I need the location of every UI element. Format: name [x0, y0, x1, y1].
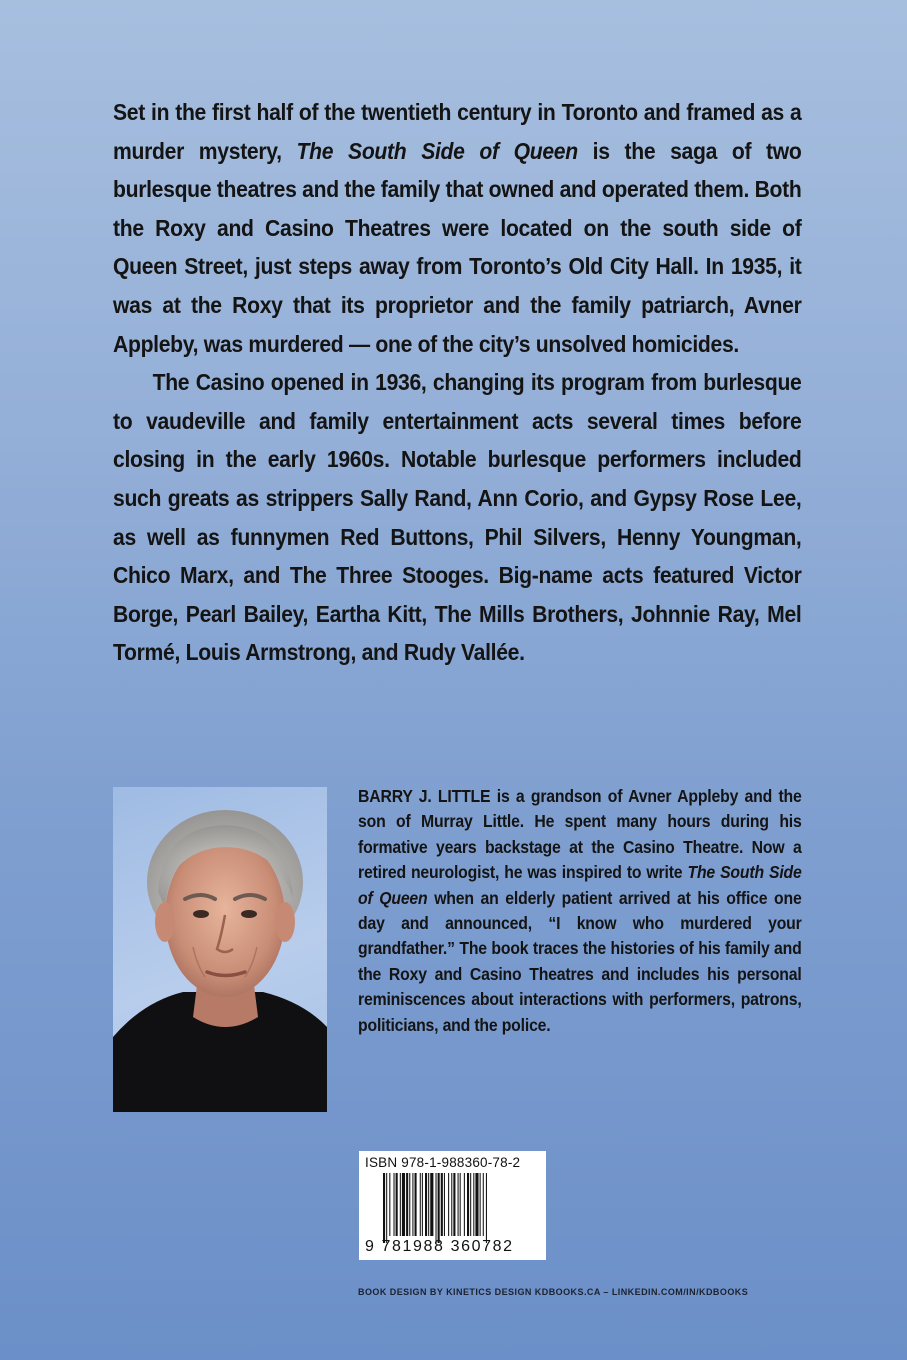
- bio-text-end: when an elderly patient arrived at his office one day and announced, “I know who murdered your grandfather.” The book traces the histories of his family and the Roxy and Casino Theatres and includes his personal reminiscences about interactions with performers, patrons, politicians, and the police.: [358, 887, 802, 1035]
- barcode-bar: [422, 1173, 423, 1236]
- barcode-bar: [425, 1173, 427, 1236]
- barcode-bar: [448, 1173, 449, 1236]
- barcode-digits: 9 781988 360782: [365, 1238, 514, 1255]
- bio-text-start: BARRY J. LITTLE is a grandson of Avner Appleby and the son of Murray Little. He spent many hours during his formative years backstage at the Casino Theatre. Now a retired neurologist, he was inspired to write: [358, 786, 802, 883]
- bio-book-title: The South Side of Queen: [358, 862, 802, 908]
- author-photo: [113, 787, 327, 1112]
- design-credit: BOOK DESIGN BY KINETICS DESIGN KDBOOKS.CA – LINKEDIN.COM/IN/KDBOOKS: [358, 1287, 749, 1297]
- author-bio-paragraph: [358, 784, 802, 1038]
- barcode-bar: [394, 1173, 395, 1236]
- author-bio: [358, 784, 802, 1038]
- isbn-label: ISBN 978-1-988360-78-2: [365, 1155, 521, 1170]
- barcode-bar: [470, 1173, 471, 1236]
- barcode-bar: [475, 1173, 478, 1236]
- blurb-paragraph-2: The Casino opened in 1936, changing its program from burlesque to vaudeville and family entertainment acts several times before closing in the early 1960s. Notable burlesque performers included such greats as strippers Sally Rand, Ann Corio, and Gypsy Rose Lee, as well as funnymen Red Buttons, Phil Silvers, Henny Youngman, Chico Marx, and The Three Stooges. Big-name acts featured Victor Borge, Pearl Bailey, Eartha Kitt, The Mills Brothers, Johnnie Ray, Mel Tormé, Louis Armstrong, and Rudy Vallée.: [113, 369, 802, 666]
- barcode-bar: [444, 1173, 445, 1236]
- barcode-bar: [386, 1173, 387, 1243]
- barcode-bar: [438, 1173, 440, 1243]
- barcode-bar: [415, 1173, 417, 1236]
- barcode-bar: [453, 1173, 455, 1236]
- barcode-bar: [483, 1173, 484, 1236]
- barcode-bar: [383, 1173, 385, 1243]
- barcode-bar: [486, 1173, 487, 1243]
- barcode-bar: [441, 1173, 443, 1236]
- blurb-p1-start: Set in the first half of the twentieth century in Toronto and framed as a murder mystery,: [113, 99, 802, 164]
- author-portrait-image: [113, 787, 327, 1112]
- isbn-barcode: [359, 1151, 546, 1260]
- barcode-bar: [396, 1173, 398, 1236]
- barcode-bar: [389, 1173, 390, 1236]
- barcode-bar: [428, 1173, 429, 1236]
- barcode-bar: [464, 1173, 465, 1236]
- blurb-paragraph-1: [113, 93, 802, 363]
- barcode-bar: [473, 1173, 474, 1236]
- blurb-p1-end: is the saga of two burlesque theatres and the family that owned and operated them. Both the Roxy and Casino Theatres were located on the south side of Queen Street, just steps away from Toronto’s Old City Hall. In 1935, it was at the Roxy that its proprietor and the family patriarch, Avner Appleby, was murdered — one of the city’s unsolved homicides.: [113, 137, 802, 357]
- barcode-bar: [406, 1173, 408, 1236]
- barcode-bar: [436, 1173, 437, 1243]
- barcode-bar: [460, 1173, 461, 1236]
- barcode-bar: [458, 1173, 459, 1236]
- barcode-bar: [451, 1173, 452, 1236]
- barcode-bar: [420, 1173, 421, 1236]
- barcode-bar: [400, 1173, 401, 1236]
- book-title: The South Side of Queen: [296, 137, 578, 164]
- barcode-bar: [409, 1173, 410, 1236]
- barcode-bar: [480, 1173, 481, 1236]
- back-cover-blurb: [113, 93, 802, 672]
- barcode-bar: [467, 1173, 469, 1236]
- barcode-bar: [412, 1173, 413, 1236]
- barcode-bar: [430, 1173, 433, 1236]
- barcode-bar: [402, 1173, 405, 1236]
